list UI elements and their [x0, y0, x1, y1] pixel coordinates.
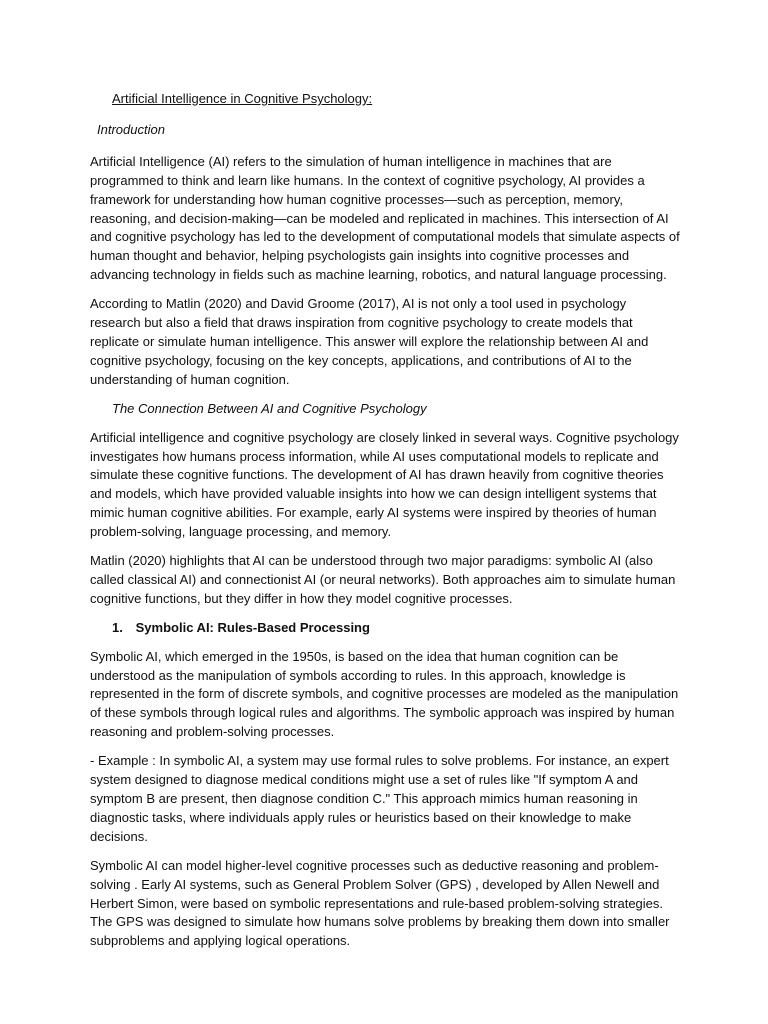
symbolic-ai-heading — [112, 619, 680, 638]
introduction-heading: Introduction — [97, 121, 165, 137]
symbolic-paragraph-1: Symbolic AI, which emerged in the 1950s, is based on the idea that human cognition can be understood as the manipulation of symbols according to rules. In this approach, knowledge is represented in the form of discrete symbols, and cognitive processes are modeled as the manipulation of these symbols through logical rules and algorithms. The symbolic approach was inspired by human reasoning and problem-solving processes. — [90, 648, 679, 740]
symbolic-example-paragraph: - Example : In symbolic AI, a system may use formal rules to solve problems. For instance, an expert system designed to diagnose medical conditions might use a set of rules like "If symptom A and symptom B are present, then diagnose condition C." This approach mimics human reasoning in diagnostic tasks, where individuals apply rules or heuristics based on their knowledge to make decisions. — [90, 753, 669, 844]
intro-paragraph-1: Artificial Intelligence (AI) refers to the simulation of human intelligence in machines that are programmed to think and learn like humans. In the context of cognitive psychology, AI provides a framework for understanding how human cognitive processes—such as perception, memory, reasoning, and decision-making—can be modeled and replicated in machines. This intersection of AI and cognitive psychology has led to the development of computational models that simulate aspects of human thought and behavior, helping psychologists gain insights into cognitive processes and advancing technology in fields such as machine learning, robotics, and natural language processing. — [90, 153, 680, 283]
intro-paragraph-2: According to Matlin (2020) and David Groome (2017), AI is not only a tool used in psychology research but also a field that draws inspiration from cognitive psychology to create models that replicate or simulate human intelligence. This answer will explore the relationship between AI and cognitive psychology, focusing on the key concepts, applications, and contributions of AI to the understanding of human cognition. — [90, 296, 649, 387]
document-page — [90, 90, 680, 961]
connection-section-heading: The Connection Between AI and Cognitive Psychology — [112, 400, 427, 416]
heading-text: Symbolic AI: Rules-Based Processing — [135, 619, 370, 635]
connection-paragraph-2: Matlin (2020) highlights that AI can be understood through two major paradigms: symbolic AI (also called classical AI) and connectionist AI (or neural networks). Both approaches aim to simulate human cognitive functions, but they differ in how they model cognitive processes. — [90, 553, 676, 606]
heading-number: 1. — [112, 619, 123, 635]
symbolic-paragraph-3: Symbolic AI can model higher-level cognitive processes such as deductive reasoning and problem-solving . Early AI systems, such as General Problem Solver (GPS) , developed by Allen Newell and Herbert Simon, were based on symbolic representations and rule-based problem-solving strategies. The GPS was designed to simulate how humans solve problems by breaking them down into smaller subproblems and applying logical operations. — [90, 857, 670, 949]
connection-paragraph-1: Artificial intelligence and cognitive psychology are closely linked in several ways. Cognitive psychology investigates how humans process information, while AI uses computational models to replicate and simulate these cognitive functions. The development of AI has drawn heavily from cognitive theories and models, which have provided valuable insights into how we can design intelligent systems that mimic human cognitive abilities. For example, early AI systems were inspired by theories of human problem-solving, language processing, and memory. — [90, 429, 679, 540]
document-title: Artificial Intelligence in Cognitive Psychology: — [112, 91, 373, 106]
